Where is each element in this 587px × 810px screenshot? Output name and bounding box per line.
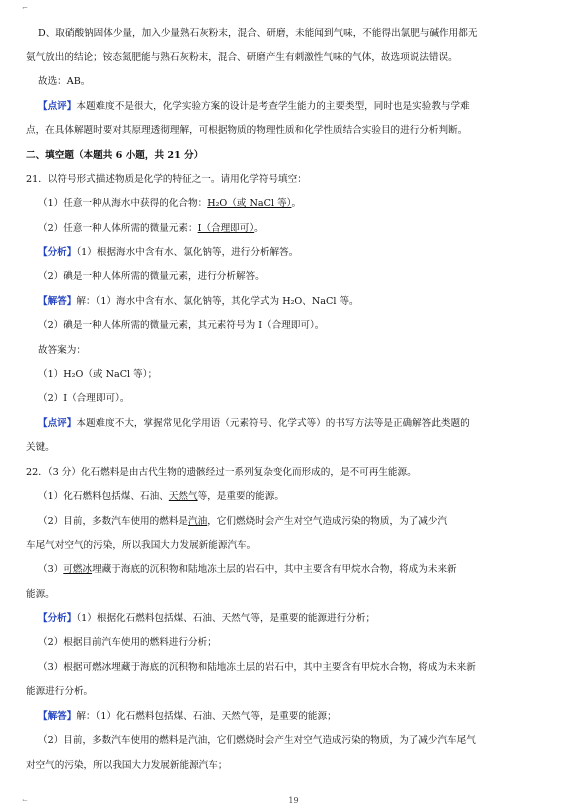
- answer-line: [38, 564, 578, 576]
- analysis-line: [38, 247, 578, 259]
- analysis-tag: 【分析】: [38, 247, 77, 258]
- answer-prefix: （2）目前，多数汽车使用的燃料是: [38, 516, 189, 527]
- text-line: 关键。: [26, 442, 55, 453]
- corner-mark-bottom-left: ⌙: [22, 796, 28, 804]
- answer-line: [38, 516, 578, 528]
- answer-prefix: （1）化石燃料包括煤、石油、: [38, 491, 169, 502]
- solution-tag: 【解答】: [38, 711, 77, 722]
- text-line: （1）H₂O（或 NaCl 等）；: [38, 369, 158, 380]
- text-line: （2）碘是一种人体所需的微量元素，其元素符号为 I（合理即可）。: [38, 320, 325, 331]
- solution-text: 解：（1）化石燃料包括煤、石油、天然气等，是重要的能源；: [76, 711, 337, 722]
- text-line: 点，在具体解题时要对其原理透彻理解，可根据物质的物理性质和化学性质结合实验目的进行分析判断。: [26, 125, 468, 136]
- answer-suffix: 。: [254, 223, 264, 234]
- analysis-tag: 【分析】: [38, 613, 77, 624]
- answer-blank: I（合理即可）: [197, 223, 255, 234]
- solution-line: [38, 296, 578, 308]
- text-line: 车尾气对空气的污染，所以我国大力发展新能源汽车。: [26, 540, 257, 551]
- answer-suffix: 等，是重要的能源。: [197, 491, 284, 502]
- text-line: D、取硝酸钠固体少量，加入少量熟石灰粉末，混合、研磨，未能闻到气味，不能得出氯肥与碱作用都无: [38, 28, 478, 39]
- answer-blank: 汽油: [188, 516, 208, 527]
- answer-prefix: （3）: [38, 564, 64, 575]
- text-line: 对空气的污染，所以我国大力发展新能源汽车；: [26, 760, 228, 771]
- answer-blank: 可燃冰: [63, 564, 93, 575]
- text-line: 故选：AB。: [38, 76, 91, 87]
- answer-blank: 天然气: [168, 491, 198, 502]
- solution-text: 解：（1）海水中含有水、氯化钠等，其化学式为 H₂O、NaCl 等。: [76, 296, 359, 307]
- comment-text: 本题难度不是很大，化学实验方案的设计是考查学生能力的主要类型，同时也是实验教与学难: [76, 101, 470, 112]
- page-number: 19: [288, 796, 299, 805]
- analysis-line: [38, 613, 578, 625]
- comment-line: [38, 418, 578, 430]
- text-line: （2）目前，多数汽车使用的燃料是汽油，它们燃烧时会产生对空气造成污染的物质，为了减少汽车尾气: [38, 735, 476, 746]
- comment-line: [38, 101, 578, 113]
- answer-line: [38, 491, 578, 503]
- comment-text: 本题难度不大，掌握常见化学用语（元素符号、化学式等）的书写方法等是正确解答此类题的: [76, 418, 470, 429]
- answer-suffix: 。: [291, 198, 302, 209]
- answer-line: [38, 223, 578, 235]
- answer-suffix: ，它们燃烧时会产生对空气造成污染的物质，为了减少汽: [207, 516, 448, 527]
- analysis-text: （1）根据海水中含有水、氯化钠等，进行分析解答。: [76, 247, 299, 258]
- analysis-text: （1）根据化石燃料包括煤、石油、天然气等，是重要的能源进行分析；: [76, 613, 376, 624]
- text-line: 能源。: [26, 589, 55, 600]
- answer-line: [38, 198, 578, 210]
- text-line: 能源进行分析。: [26, 686, 94, 697]
- text-line: （3）根据可燃冰埋藏于海底的沉积物和陆地冻土层的岩石中，其中主要含有甲烷水合物，将成为未来新: [38, 662, 476, 673]
- text-line: （2）根据目前汽车使用的燃料进行分析；: [38, 637, 217, 648]
- question-21: 21．以符号形式描述物质是化学的特征之一。请用化学符号填空：: [26, 174, 307, 185]
- text-line: （2）I（合理即可）。: [38, 393, 130, 404]
- answer-prefix: （1）任意一种从海水中获得的化合物：: [38, 198, 208, 209]
- section-heading: 二、填空题（本题共 6 小题，共 21 分）: [26, 150, 204, 161]
- comment-tag: 【点评】: [38, 418, 77, 429]
- text-line: 故答案为：: [38, 345, 86, 356]
- solution-line: [38, 711, 578, 723]
- comment-tag: 【点评】: [38, 101, 77, 112]
- text-line: （2）碘是一种人体所需的微量元素，进行分析解答。: [38, 271, 265, 282]
- solution-tag: 【解答】: [38, 296, 77, 307]
- answer-prefix: （2）任意一种人体所需的微量元素：: [38, 223, 198, 234]
- answer-blank: H₂O（或 NaCl 等）: [207, 198, 292, 209]
- corner-mark-top-left: ⌐: [22, 4, 28, 12]
- question-22: 22．（3 分）化石燃料是由古代生物的遗骸经过一系列复杂变化而形成的，是不可再生能源。: [26, 467, 417, 478]
- answer-suffix: 埋藏于海底的沉积物和陆地冻土层的岩石中，其中主要含有甲烷水合物，将成为未来新: [92, 564, 457, 575]
- text-line: 氨气放出的结论；铵态氮肥能与熟石灰粉末，混合、研磨产生有刺激性气味的气体，故选项说法错误。: [26, 52, 458, 63]
